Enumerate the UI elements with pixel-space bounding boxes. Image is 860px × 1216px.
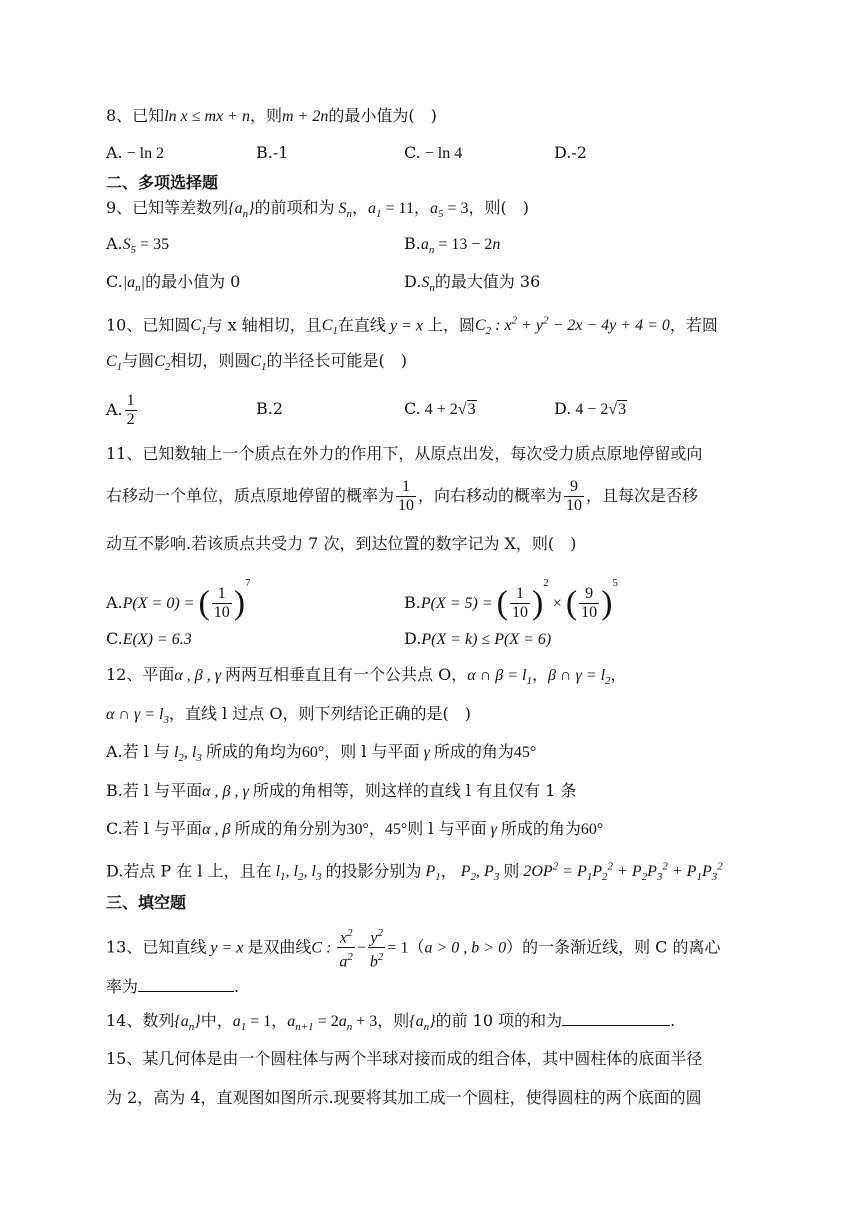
question-10-line-2: $C_1$与圆$C_2$相切，则圆$C_1$的半径长可能是( ) — [106, 351, 408, 374]
q8-option-a: A. − ln 2 — [106, 143, 165, 162]
question-9: 9、已知等差数列$\{a_n\}$的前项和为 $S_n$，$a_1 = 11$，$a_5 = 3$，则( ) — [106, 198, 530, 221]
question-15-line-1: 15、某几何体是由一个圆柱体与两个半球对接而成的组合体，其中圆柱体的底面半径 — [106, 1049, 703, 1068]
question-15-line-2: 为 2，高为 4，直观图如图所示.现要将其加工成一个圆柱，使得圆柱的两个底面的圆 — [106, 1088, 702, 1107]
question-11-line-2: 右移动一个单位，质点原地停留的概率为 $\frac{1}{10}$ ，向右移动的概率为 $\frac{9}{10}$ ，且每次是否移 — [106, 478, 699, 514]
q11-option-a: A.P(X = 0) = ( $\frac{1}{10}$ )$^7$ — [106, 577, 251, 622]
q10-option-b: B.2 — [256, 399, 284, 418]
q11-option-d: D.P(X = k) ≤ P(X = 6) — [404, 629, 552, 648]
answer-blank-13 — [138, 975, 234, 992]
q8-option-d: D.-2 — [554, 143, 587, 162]
q8-option-c: C. − ln 4 — [404, 143, 463, 162]
q12-option-a: A.若 l 与 $l_2$, $l_3$ 所成的角均为60°，则 l 与平面 γ 所成的角为45° — [106, 742, 537, 765]
question-10-line-1: 10、已知圆$C_1$与 x 轴相切，且$C_1$在直线 y = x 上，圆$C_2$ : $x^2 + y^2 - 2x - 4y + 4 = 0$，若圆 — [106, 315, 718, 338]
question-11-line-3: 动互不影响.若该质点共受力 7 次，到达位置的数字记为 X，则( ) — [106, 534, 577, 553]
q12-option-d: D.若点 P 在 l 上，且在 $l_1$, $l_2$, $l_3$ 的投影分别为 $P_1$， $P_2$, $P_3$ 则 $2OP^2 = P_1P_2^2 + P_2P_3^2 + P_1P_3^2$ — [106, 861, 723, 884]
question-8: 8、已知ln x ≤ mx + n，则m + 2n的最小值为( ) — [106, 106, 437, 125]
q11-option-b: B.P(X = 5) = ( $\frac{1}{10}$ )$^2$ × ( $\frac{9}{10}$ )$^5$ — [404, 577, 618, 622]
q9-option-a: $A.S_5 = 35$ — [106, 234, 170, 257]
answer-blank-14 — [562, 1009, 670, 1026]
q9-option-c: $C.|a_n|$的最小值为 0 — [106, 272, 241, 295]
section-heading-multiple-choice: 二、多项选择题 — [106, 173, 219, 192]
question-12-line-1: 12、平面α , β , γ 两两互相垂直且有一个公共点 O，α ∩ $\beta = l_1$，β ∩ $\gamma = l_2$， — [106, 665, 627, 688]
q10-option-a: A. $\frac{1}{2}$ — [106, 392, 135, 428]
q12-option-c: C.若 l 与平面α , β 所成的角分别为30°，45°则 l 与平面 γ 所成的角为60° — [106, 819, 604, 838]
q11-option-c: C.E(X) = 6.3 — [106, 629, 192, 648]
q9-option-d: $D.S_n$的最大值为 36 — [404, 272, 541, 295]
question-13-line-2: 率为 . — [106, 977, 240, 996]
question-11-line-1: 11、已知数轴上一个质点在外力的作用下，从原点出发，每次受力质点原地停留或向 — [106, 444, 703, 463]
question-12-line-2: α ∩ $\gamma = l_3$，直线 l 过点 O，则下列结论正确的是( ) — [106, 704, 471, 727]
section-heading-fill-in: 三、填空题 — [106, 893, 187, 912]
q10-option-c: C. 4 + 2√3 — [404, 399, 476, 418]
question-14: 14、数列$\{a_n\}$中，$a_1 = 1$，$a_{n+1} = 2a_n + 3$，则$\{a_n\}$的前 10 项的和为 . — [106, 1011, 676, 1034]
q12-option-b: B.若 l 与平面α , β , γ 所成的角相等，则这样的直线 l 有且仅有 1 条 — [106, 781, 577, 800]
question-13-line-1: 13、已知直线 y = x 是双曲线C : $\frac{x^2}{a^2}$ − $\frac{y^2}{b^2}$ = 1（a > 0 , b > 0）的一条渐近线，则 C 的离心 — [106, 924, 720, 972]
q8-option-b: B.-1 — [256, 143, 289, 162]
q10-option-d: D. 4 − 2√3 — [554, 399, 627, 418]
q9-option-b: $B.a_n = 13 - 2n$ — [404, 234, 501, 257]
